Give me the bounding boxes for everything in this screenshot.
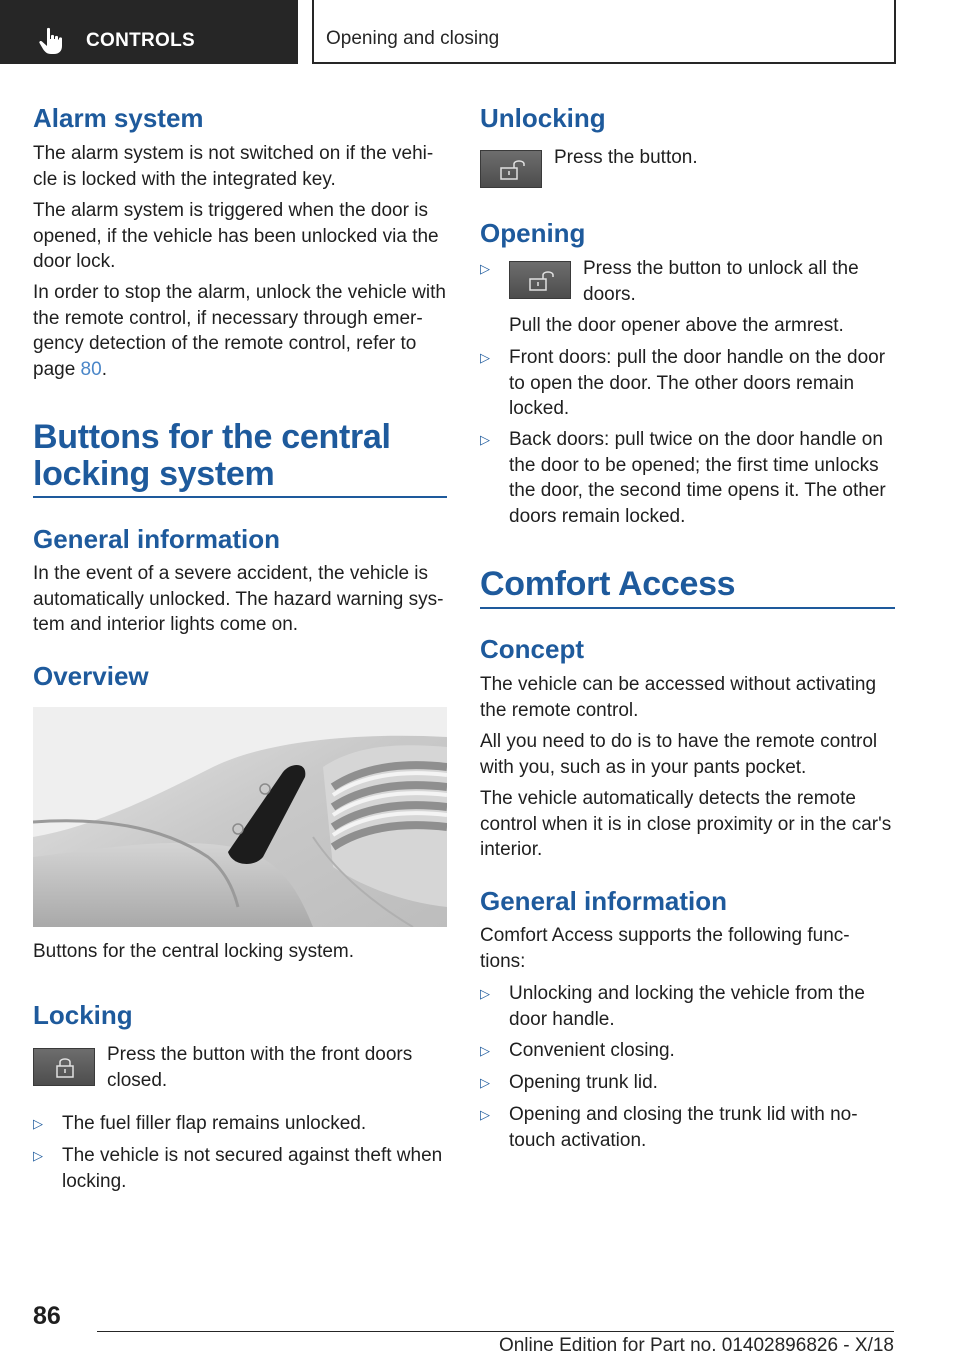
header-chapter-tab [312,0,896,64]
list-item-text: Front doors: pull the door handle on the door to open the door. The other doors remain locked. [509,347,886,419]
heading-underline [33,496,447,498]
footer-divider [97,1331,894,1332]
locking-button-text: Press the button with the front doors closed. [107,1044,413,1091]
unlock-button-image [509,261,571,299]
alarm-paragraph-2: The alarm system is triggered when the door is opened, if the vehicle has been unlocked via the door lock. [33,200,439,272]
concept-paragraph-1: The vehicle can be accessed without activating the remote control. [480,674,877,721]
door-panel-photo [33,707,447,927]
chapter-title: Opening and closing [326,28,500,49]
header-section-tab [0,0,298,64]
unlocking-button-text: Press the button. [554,147,698,168]
list-item-text: Unlocking and locking the vehicle from the door handle. [509,983,865,1030]
alarm-paragraph-3-end: . [101,358,107,380]
bullet-triangle-icon: ▷ [480,986,490,1001]
photo-caption: Buttons for the central locking system. [33,941,355,962]
list-item-text: The fuel filler flap remains unlocked. [62,1113,367,1134]
lock-icon [34,1049,96,1087]
alarm-paragraph-1: The alarm system is not switched on if the vehi‐ cle is locked with the integrated key. [33,143,434,190]
bullet-triangle-icon: ▷ [480,1107,490,1122]
bullet-triangle-icon: ▷ [480,350,490,365]
bullet-triangle-icon: ▷ [480,261,490,276]
heading-overview: Overview [33,661,149,691]
footer-edition: Online Edition for Part no. 01402896826 - X/18 [498,1335,894,1356]
bullet-triangle-icon: ▷ [480,432,490,447]
list-item [33,1143,447,1220]
opening-sub-text: Pull the door opener above the armrest. [509,315,844,336]
bullet-triangle-icon: ▷ [33,1148,43,1163]
general-paragraph-left: In the event of a severe accident, the vehicle is automatically unlocked. The hazard warning sys‐ tem and interior lights come on. [33,563,444,635]
section-label: CONTROLS [86,30,196,51]
heading-general-information-left: General information [33,524,281,554]
list-item-text: Convenient closing. [509,1040,675,1061]
unlock-icon [510,262,572,300]
page-reference-link[interactable]: 80 [80,358,102,380]
list-item-text: Opening trunk lid. [509,1072,658,1093]
heading-underline [480,607,895,609]
bullet-triangle-icon: ▷ [480,1075,490,1090]
heading-opening: Opening [480,218,586,248]
alarm-paragraph-3 [33,280,447,382]
heading-general-information-right: General information [480,886,728,916]
heading-unlocking: Unlocking [480,103,606,133]
list-item-text: Opening and closing the trunk lid with no- touch activation. [509,1104,858,1151]
unlock-button-image [480,150,542,188]
concept-paragraph-3: The vehicle automatically detects the remote control when it is in close proximity or in the car's interior. [480,788,892,860]
concept-paragraph-2: All you need to do is to have the remote control with you, such as in your pants pocket. [480,731,878,778]
bullet-triangle-icon: ▷ [480,1043,490,1058]
unlock-icon [481,151,543,189]
lock-button-image [33,1048,95,1086]
heading-locking: Locking [33,1000,133,1030]
heading-alarm-system: Alarm system [33,103,204,133]
list-item-text: The vehicle is not secured against theft when locking. [62,1145,443,1192]
alarm-paragraph-3-text: In order to stop the alarm, unlock the vehicle with the remote control, if necessary through emer‐ gency detection of the remote control, refer to page [33,282,446,380]
opening-button-text: Press the button to unlock all the doors. [583,258,859,305]
general-paragraph-right: Comfort Access supports the following func‐ tions: [480,925,850,972]
heading-comfort-access: Comfort Access [480,565,736,603]
page-number: 86 [33,1302,61,1330]
list-item-text: Back doors: pull twice on the door handle on the door to be opened; the first time unlocks the door, the second time opens it. The other doors remain locked. [509,429,886,527]
hand-pointer-icon [38,27,64,55]
heading-concept: Concept [480,634,584,664]
heading-central-locking-buttons: Buttons for the central locking system [33,418,391,494]
bullet-triangle-icon: ▷ [33,1116,43,1131]
